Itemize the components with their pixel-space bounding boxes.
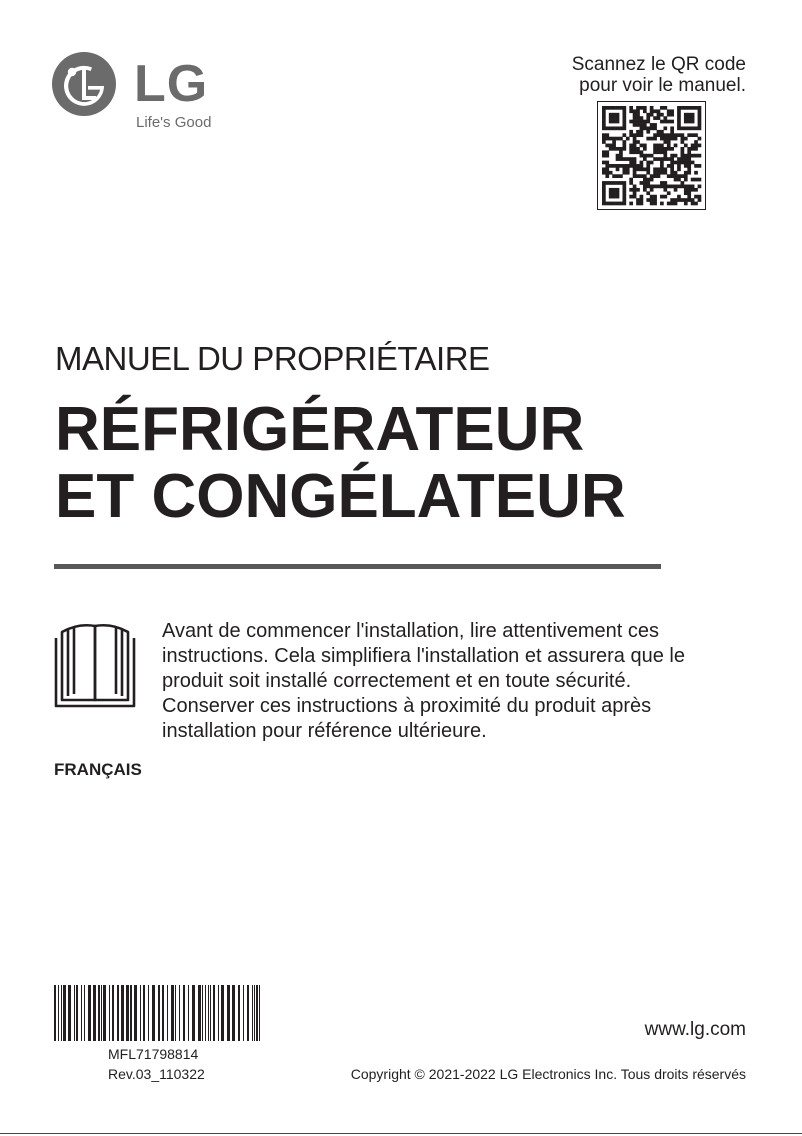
lg-logo-icon [52, 52, 116, 116]
website-link[interactable]: www.lg.com [644, 1019, 746, 1040]
qr-code[interactable] [597, 101, 706, 210]
lg-logo [52, 52, 222, 136]
copyright-notice: Copyright © 2021-2022 LG Electronics Inc. Tous droits réservés [350, 1066, 746, 1082]
barcode [54, 985, 260, 1041]
manual-type: MANUEL DU PROPRIÉTAIRE [55, 340, 490, 377]
qr-instruction-line-2: pour voir le manuel. [579, 75, 746, 96]
product-title-line-1: RÉFRIGÉRATEUR [55, 395, 585, 464]
page-bottom-rule [0, 1133, 802, 1134]
qr-instruction [486, 54, 746, 96]
part-number: MFL71798814 [108, 1046, 199, 1062]
lg-tagline: Life's Good [136, 114, 212, 131]
notice-line: Avant de commencer l'installation, lire attentivement ces [162, 620, 660, 642]
notice-line: produit soit installé correctement et en toute sécurité. [162, 670, 632, 692]
qr-instruction-line-1: Scannez le QR code [571, 54, 746, 75]
installation-notice [162, 619, 752, 744]
product-title-line-2: ET CONGÉLATEUR [55, 462, 626, 531]
title-divider [54, 564, 661, 569]
revision-code: Rev.03_110322 [108, 1066, 205, 1082]
notice-line: installation pour référence ultérieure. [162, 720, 487, 742]
book-icon [54, 620, 136, 710]
language-label: FRANÇAIS [54, 760, 142, 779]
qr-code-pattern [598, 102, 705, 209]
product-title [55, 396, 626, 530]
notice-line: Conserver ces instructions à proximité du produit après [162, 695, 652, 717]
notice-line: instructions. Cela simplifiera l'installation et assurera que le [162, 645, 685, 667]
lg-logo-wordmark: LG [134, 55, 209, 113]
